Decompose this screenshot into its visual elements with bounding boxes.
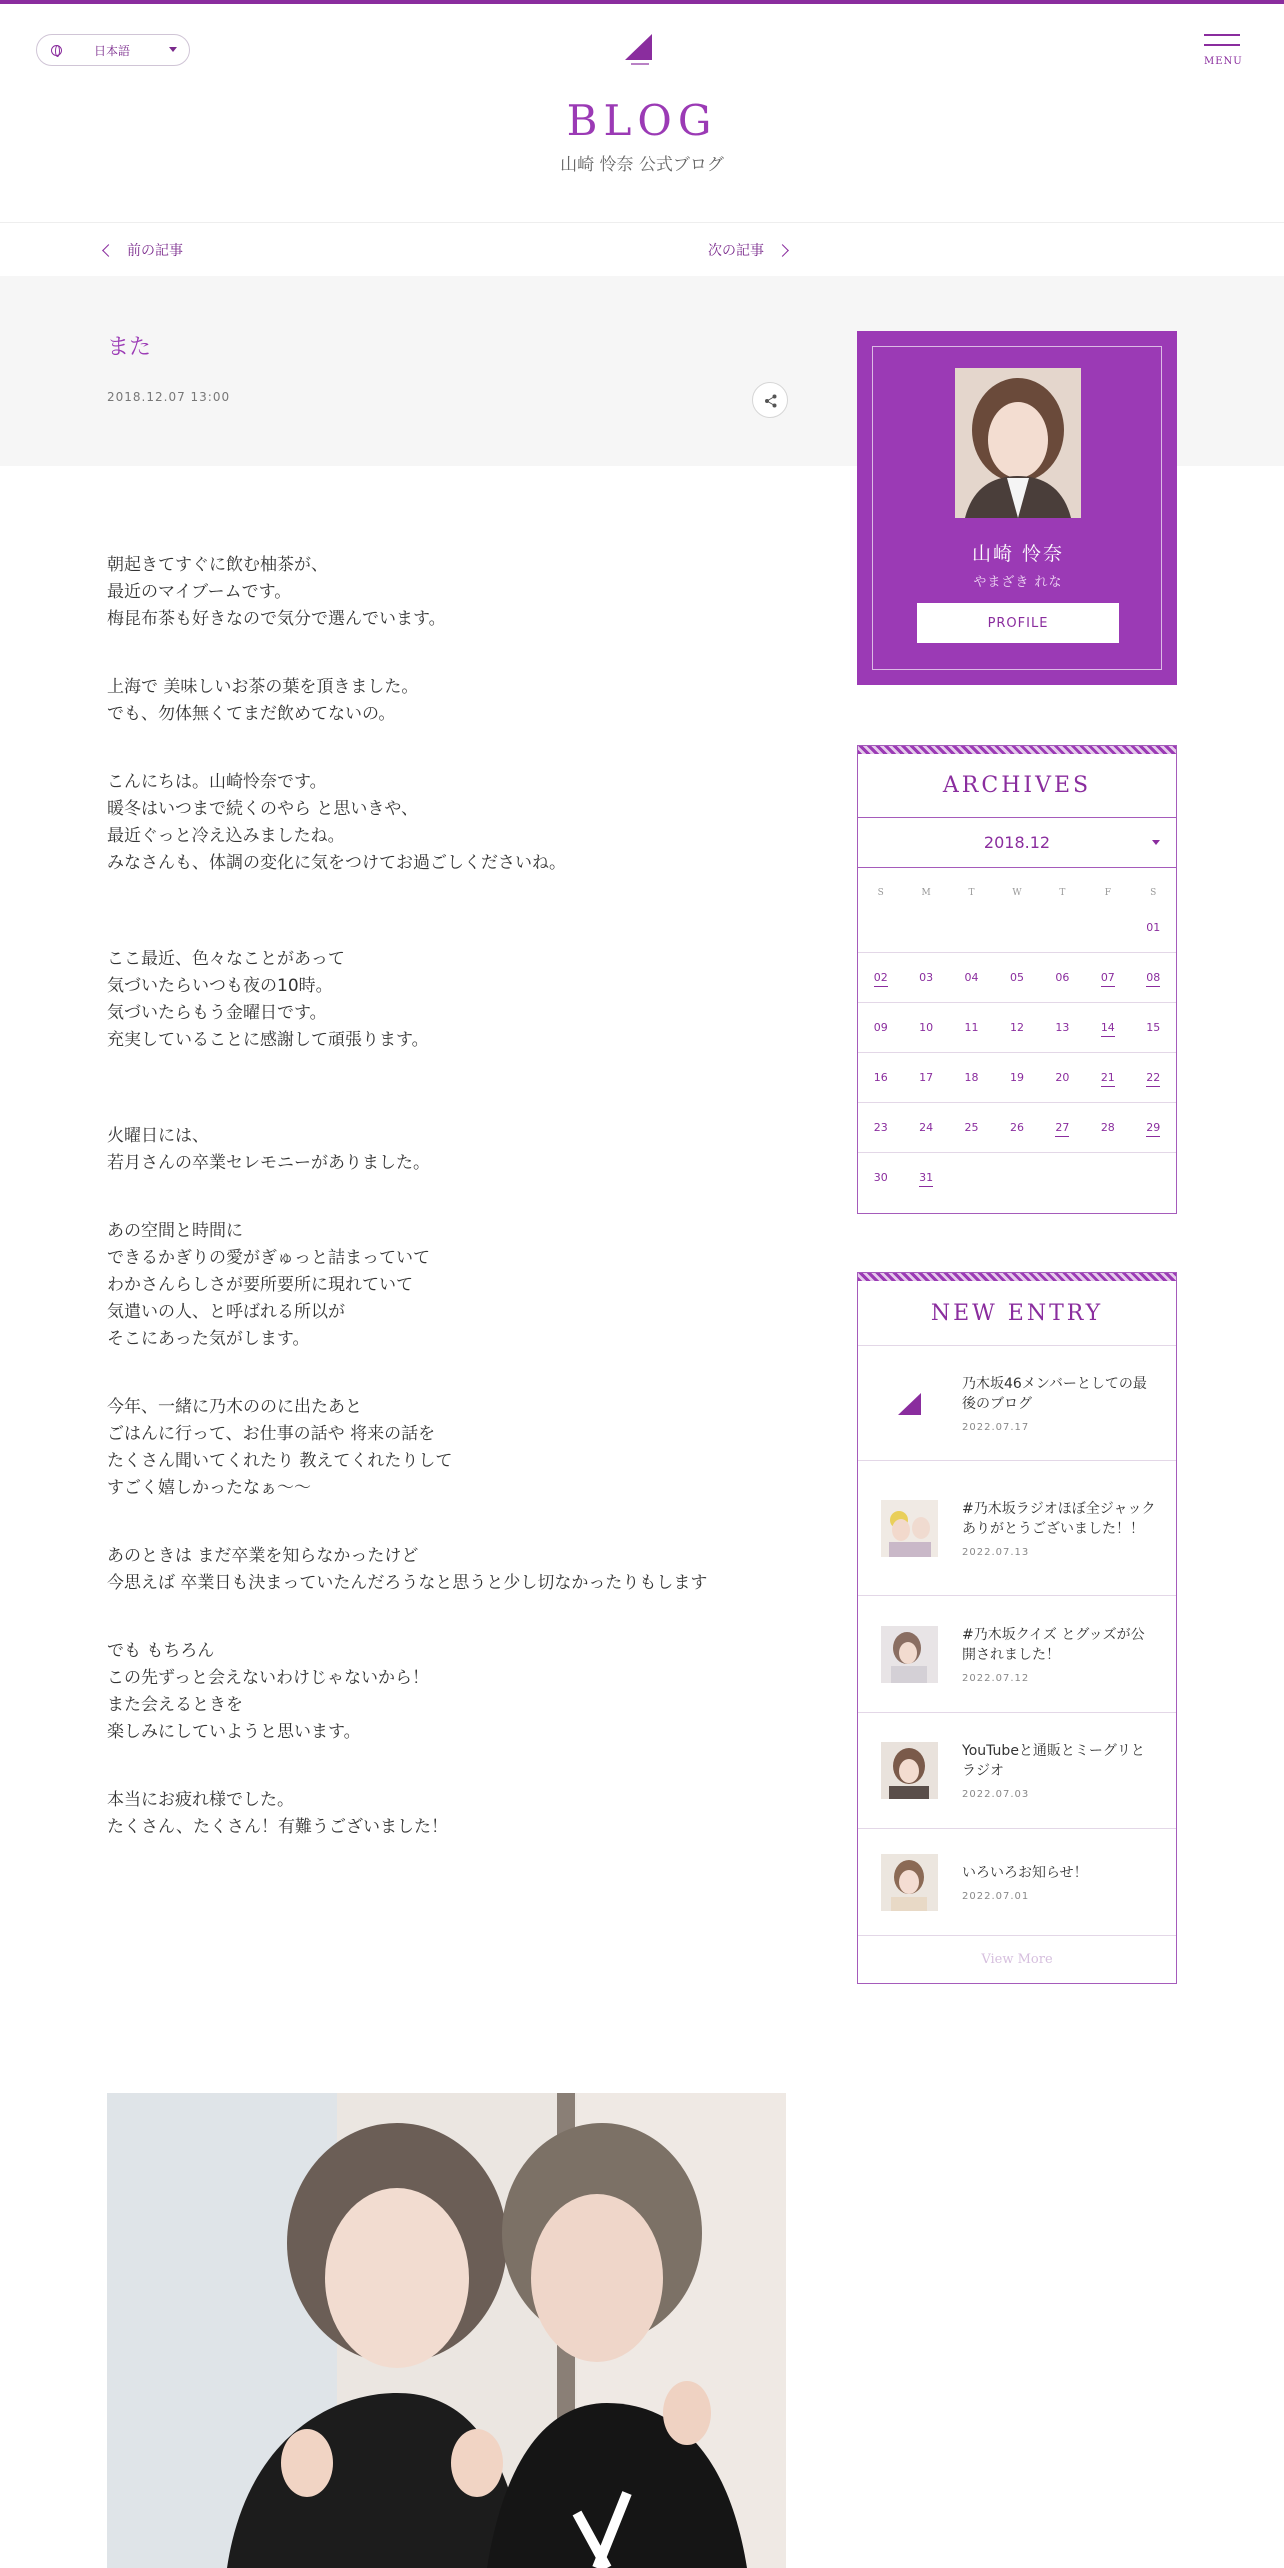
paragraph [107, 1638, 787, 1746]
calendar-day [949, 1021, 994, 1034]
calendar-day-label: 05 [1009, 971, 1024, 984]
text-line: 火曜日には、 [107, 1126, 209, 1146]
avatar [955, 368, 1081, 518]
month-select-value: 2018.12 [983, 833, 1051, 852]
article-body [107, 552, 787, 1882]
decorative-border [858, 746, 1176, 754]
calendar-day [903, 1021, 948, 1034]
entry-title: #乃木坂ラジオほぼ全ジャック ありがとうございました！！ [962, 1500, 1156, 1537]
paragraph [107, 1543, 787, 1597]
chevron-left-icon [102, 244, 115, 257]
calendar-day[interactable] [903, 1171, 948, 1184]
list-item[interactable] [858, 1460, 1176, 1595]
calendar-day-label: 21 [1101, 1071, 1115, 1087]
view-more-link[interactable]: View More [858, 1935, 1176, 1983]
text-line: すごく嬉しかったなぁ〜〜 [107, 1478, 311, 1498]
language-selector[interactable] [36, 34, 190, 66]
text-line: 若月さんの卒業セレモニーがありました。 [107, 1153, 430, 1173]
top-accent-bar [0, 0, 1284, 4]
thumbnail-image [881, 1626, 938, 1683]
list-item[interactable] [858, 1595, 1176, 1712]
text-line: 最近ぐっと冷え込みましたね。 [107, 826, 345, 846]
text-line: ごはんに行って、お仕事の話や 将来の話を [107, 1424, 436, 1444]
entry-text [962, 1625, 1158, 1684]
calendar-day-label: 16 [873, 1071, 888, 1084]
text-line: みなさんも、体調の変化に気をつけてお過ごしくださいね。 [107, 853, 566, 873]
share-button[interactable] [752, 382, 788, 418]
calendar-day [903, 971, 948, 984]
text-line: たくさん、たくさん！有難うございました！ [107, 1817, 449, 1837]
archives-title: ARCHIVES [858, 754, 1176, 818]
text-line: 気づいたらもう金曜日です。 [107, 1003, 327, 1023]
text-line: 気づいたらいつも夜の10時。 [107, 976, 333, 996]
calendar-day-label: 28 [1100, 1121, 1115, 1134]
profile-button[interactable]: PROFILE [917, 603, 1119, 643]
calendar-day-label: 02 [874, 971, 888, 987]
menu-label: MENU [1204, 56, 1243, 67]
calendar-day [903, 1121, 948, 1134]
calendar-week-row [858, 902, 1176, 952]
decorative-border [858, 1273, 1176, 1281]
chevron-down-icon [169, 47, 177, 52]
weekday-label: S [1150, 888, 1157, 898]
entry-text [962, 1499, 1158, 1558]
weekday-label: T [968, 888, 975, 898]
entry-date: 2022.07.01 [962, 1890, 1030, 1902]
text-line: 最近のマイブームです。 [107, 582, 292, 602]
hamburger-icon [1204, 34, 1240, 36]
text-line: 本当にお疲れ様でした。 [107, 1790, 294, 1810]
text-line: 暖冬はいつまで続くのやら と思いきや、 [107, 799, 419, 819]
text-line: できるかぎりの愛がぎゅっと詰まっていて [107, 1248, 430, 1268]
paragraph [107, 552, 787, 633]
calendar-day[interactable] [1131, 1071, 1176, 1084]
calendar-day-label: 08 [1146, 971, 1160, 987]
profile-name: 山崎 怜奈 [971, 543, 1065, 565]
globe-icon [51, 45, 62, 56]
calendar-grid [858, 902, 1176, 1202]
entry-title: #乃木坂クイズ とグッズが公開されました！ [962, 1626, 1145, 1663]
new-entry-title: NEW ENTRY [930, 1300, 1104, 1326]
calendar-day-label: 17 [919, 1071, 934, 1084]
text-line: 気遣いの人、と呼ばれる所以が [107, 1302, 345, 1322]
paragraph [107, 769, 787, 877]
calendar-day[interactable] [1131, 971, 1176, 984]
calendar-day-label: 09 [873, 1021, 888, 1034]
calendar-day[interactable] [1085, 1071, 1130, 1084]
calendar-weekday-header [858, 868, 1176, 902]
text-line: ここ最近、色々なことがあって [107, 949, 345, 969]
calendar-day [858, 1171, 903, 1184]
calendar-day [1040, 1021, 1085, 1034]
text-line: でも もちろん [107, 1641, 215, 1661]
month-select[interactable] [858, 818, 1176, 868]
nogizaka-logo-icon[interactable] [622, 28, 658, 68]
calendar-day[interactable] [858, 971, 903, 984]
calendar-day [1131, 1021, 1176, 1034]
archives-widget [857, 745, 1177, 1214]
calendar-day-label: 04 [964, 971, 979, 984]
chevron-down-icon [1152, 840, 1160, 845]
chevron-right-icon [776, 244, 789, 257]
spacer [107, 918, 787, 946]
calendar-week-row [858, 952, 1176, 1002]
hamburger-line [1204, 44, 1240, 46]
text-line: 充実していることに感謝して頑張ります。 [107, 1030, 429, 1050]
profile-kana: やまざき れな [973, 575, 1063, 590]
profile-photo[interactable] [955, 368, 1081, 518]
paragraph [107, 1787, 787, 1841]
text-line: 今思えば 卒業日も決まっていたんだろうなと思うと少し切なかったりもします [107, 1573, 708, 1593]
calendar-day-label: 06 [1055, 971, 1070, 984]
calendar-day [1040, 971, 1085, 984]
calendar-day [994, 1021, 1039, 1034]
text-line: 朝起きてすぐに飲む柚茶が、 [107, 555, 328, 575]
calendar-day [949, 971, 994, 984]
paragraph [107, 1123, 787, 1177]
weekday-label: W [1012, 888, 1022, 898]
new-entry-widget [857, 1272, 1177, 1984]
calendar-day-label: 11 [964, 1021, 979, 1034]
text-line: この先ずっと会えないわけじゃないから！ [107, 1668, 429, 1688]
paragraph [107, 674, 787, 728]
weekday-label: S [877, 888, 884, 898]
calendar-day-label: 30 [873, 1171, 888, 1184]
entry-thumbnail [881, 1375, 938, 1432]
post-date: 2018.12.07 13:00 [107, 390, 231, 404]
calendar-day-label: 24 [919, 1121, 934, 1134]
spacer [107, 1095, 787, 1123]
language-label: 日本語 [94, 43, 131, 58]
calendar-day-label: 20 [1055, 1071, 1070, 1084]
calendar-day[interactable] [1131, 1121, 1176, 1134]
entry-date: 2022.07.03 [962, 1789, 1030, 1800]
weekday-label: T [1059, 888, 1066, 898]
calendar-day-label: 03 [919, 971, 934, 984]
text-line: そこにあった気がします。 [107, 1329, 310, 1349]
post-photo [107, 2093, 786, 2568]
calendar-day [858, 1071, 903, 1084]
post-title: また [107, 335, 152, 360]
calendar-week-row [858, 1052, 1176, 1102]
profile-card-inner [872, 346, 1162, 670]
text-line: あの空間と時間に [107, 1221, 243, 1241]
calendar-day-label: 27 [1055, 1121, 1069, 1137]
calendar-day-label: 31 [919, 1171, 933, 1187]
entry-date: 2022.07.17 [962, 1421, 1030, 1433]
calendar-day-label: 18 [964, 1071, 979, 1084]
calendar-day [949, 1121, 994, 1134]
paragraph [107, 946, 787, 1054]
calendar-day [994, 1071, 1039, 1084]
weekday-label: F [1104, 888, 1111, 898]
page-subtitle: 山崎 怜奈 公式ブログ [560, 155, 724, 175]
text-line: 梅昆布茶も好きなので気分で選んでいます。 [107, 609, 446, 629]
entry-thumbnail [881, 1626, 938, 1683]
text-line: 上海で 美味しいお茶の葉を頂きました。 [107, 677, 419, 697]
calendar-day-label: 25 [964, 1121, 979, 1134]
text-line: 今年、一緒に乃木ののに出たあと [107, 1397, 362, 1417]
entry-thumbnail [881, 1500, 938, 1557]
entry-title: いろいろお知らせ！ [962, 1864, 1088, 1881]
entry-thumbnail [881, 1854, 938, 1911]
thumbnail-image [881, 1500, 938, 1557]
calendar-day-label: 19 [1009, 1071, 1024, 1084]
entry-date: 2022.07.12 [962, 1672, 1030, 1684]
calendar-day [858, 1121, 903, 1134]
entry-title: 乃木坂46メンバーとしての最後のブログ [962, 1375, 1147, 1412]
calendar-day-label: 10 [919, 1021, 934, 1034]
calendar-day [1040, 1071, 1085, 1084]
entry-text [962, 1863, 1158, 1902]
calendar-day[interactable] [1040, 1121, 1085, 1134]
thumbnail-image [881, 1854, 938, 1911]
calendar-day [994, 1121, 1039, 1134]
list-item[interactable] [858, 1828, 1176, 1935]
entry-thumbnail [881, 1742, 938, 1799]
page-title: BLOG [566, 96, 718, 145]
next-article-link[interactable] [708, 240, 787, 260]
text-line: 楽しみにしていようと思います。 [107, 1722, 361, 1742]
nogizaka-logo-icon [881, 1375, 938, 1432]
text-line: わかさんらしさが要所要所に現れていて [107, 1275, 413, 1295]
next-article-label: 次の記事 [708, 243, 764, 259]
photo-illustration [107, 2093, 786, 2568]
calendar-day-label: 23 [873, 1121, 888, 1134]
text-line: あのときは まだ卒業を知らなかったけど [107, 1546, 419, 1566]
menu-button[interactable] [1204, 32, 1243, 72]
list-item[interactable] [858, 1345, 1176, 1460]
weekday-label: M [921, 888, 931, 898]
calendar-week-row [858, 1002, 1176, 1052]
text-line: こんにちは。山崎怜奈です。 [107, 772, 327, 792]
calendar-day [858, 1021, 903, 1034]
paragraph [107, 1218, 787, 1353]
prev-article-link[interactable] [104, 240, 183, 260]
calendar-day [1085, 1121, 1130, 1134]
text-line: たくさん聞いてくれたり 教えてくれたりして [107, 1451, 453, 1471]
text-line: でも、勿体無くてまだ飲めてないの。 [107, 704, 396, 724]
calendar-day [1131, 921, 1176, 934]
entry-text [962, 1374, 1158, 1433]
entry-date: 2022.07.13 [962, 1546, 1030, 1558]
calendar-day[interactable] [1085, 971, 1130, 984]
calendar-day-label: 26 [1009, 1121, 1024, 1134]
calendar-day-label: 13 [1055, 1021, 1070, 1034]
calendar-day-label: 15 [1146, 1021, 1161, 1034]
thumbnail-image [881, 1742, 938, 1799]
prev-article-label: 前の記事 [127, 243, 183, 259]
calendar-day-label: 14 [1101, 1021, 1115, 1037]
calendar-day-label: 22 [1146, 1071, 1160, 1087]
calendar-week-row [858, 1152, 1176, 1202]
divider [0, 222, 1284, 223]
entry-text [962, 1741, 1158, 1800]
calendar-day [903, 1071, 948, 1084]
calendar-day [949, 1071, 994, 1084]
text-line: また会えるときを [107, 1695, 243, 1715]
calendar-day-label: 29 [1146, 1121, 1160, 1137]
entry-title: YouTubeと通販とミーグリとラジオ [962, 1743, 1145, 1779]
share-icon [753, 383, 789, 419]
list-item[interactable] [858, 1712, 1176, 1828]
calendar-week-row [858, 1102, 1176, 1152]
profile-card [857, 331, 1177, 685]
calendar-day-label: 07 [1101, 971, 1115, 987]
paragraph [107, 1394, 787, 1502]
calendar-day-label: 01 [1146, 920, 1161, 934]
calendar-day [994, 971, 1039, 984]
calendar-day-label: 12 [1009, 1021, 1024, 1034]
calendar-day[interactable] [1085, 1021, 1130, 1034]
